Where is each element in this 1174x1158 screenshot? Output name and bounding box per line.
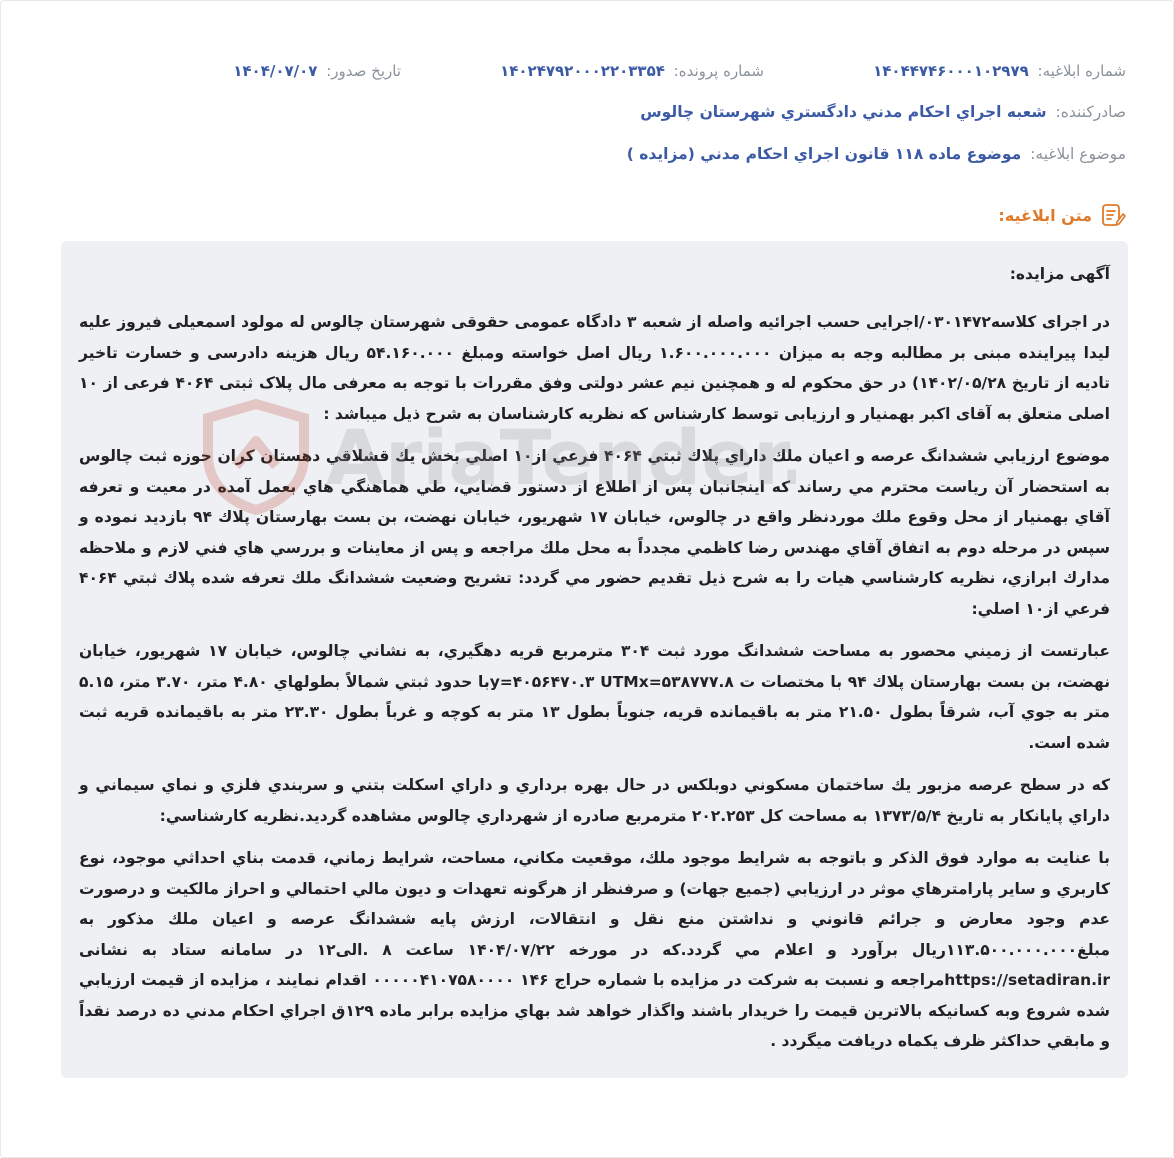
- case-number-label: شماره پرونده:: [673, 62, 764, 80]
- notice-paragraph: عبارتست از زميني محصور به مساحت ششدانگ مورد ثبت ۳۰۴ مترمربع قريه دهگيري، به نشاني چالوس، خيابان ۱۷ شهريور، خيابان نهضت، بن بست بهارستان پلاك ۹۴ با مختصات ت y=۴۰۵۶۴۷۰.۳ UTMx=۵۳۸۷۷۷.۸با حدود ثبتي شمالاً بطولهاي ۴.۸۰ متر، ۳.۷۰ متر، ۵.۱۵ متر به جوي آب، شرقاً بطول ۲۱.۵۰ متر به باقيمانده قريه، جنوباً بطول ۱۳ متر به كوچه و غرباً بطول ۲۳.۳۰ متر به باقيمانده قريه ثبت شده است.: [79, 642, 1111, 752]
- issue-date-field: [233, 59, 401, 83]
- notice-text-header: [998, 201, 1126, 229]
- notice-paragraph: كه در سطح عرصه مزبور يك ساختمان مسكوني دوبلكس در حال بهره برداري و داراي اسكلت بتني و سربندي فلزي و نماي سيماني و داراي پايانكار به تاريخ ۱۳۷۳/۵/۴ به مساحت كل ۲۰۲.۲۵۳ مترمربع صادره از شهرداري چالوس مشاهده گرديد.نظريه كارشناسي:: [79, 776, 1110, 825]
- notice-meta-row: [48, 59, 1126, 83]
- notice-body-heading: آگهی مزایده:: [1009, 265, 1110, 283]
- notice-body-box: [61, 241, 1128, 1078]
- watermark-text: AriaTender: [326, 413, 780, 502]
- notice-number-field: [873, 59, 1126, 83]
- issuer-value: شعبه اجراي احكام مدني دادگستري شهرستان چالوس: [640, 103, 1047, 121]
- issue-date-value: ۱۴۰۴/۰۷/۰۷: [233, 62, 318, 80]
- subject-line: [627, 142, 1126, 166]
- subject-label: موضوع ابلاغيه:: [1030, 145, 1126, 163]
- notice-text-title: متن ابلاغيه:: [998, 205, 1092, 225]
- issuer-label: صادرکننده:: [1055, 103, 1126, 121]
- notice-paragraph: با عنايت به موارد فوق الذكر و باتوجه به شرايط موجود ملك، موقعيت مكاني، مساحت، شرايط زماني، قدمت بناي احداثي موجود، نوع كاربري و ساير پارامترهاي موثر در ارزيابي (جميع جهات) و صرفنظر از هرگونه تعهدات و ديون مالي احتمالي و احراز مالكيت و درصورت عدم وجود معارض و جرائم قانوني و نداشتن منع نقل و انتقالات، ارزش پايه ششدانگ عرصه و اعيان ملك مذكور به مبلغ۱۱۳.۵۰۰.۰۰۰.۰۰۰ريال برآورد و اعلام مي گردد.كه در مورخه ۱۴۰۴/۰۷/۲۲ ساعت ۸ .الی۱۲ در سامانه ستاد به نشانی https://setadiran.irمراجعه و نسبت به شرکت در مزایده با شماره حراج ۱۴۶ ۰۰۰۰۰۴۱۰۷۵۸۰۰۰۰ اقدام نمایند ، مزایده از قیمت ارزیابي شده شروع وبه کسانیکه بالاترین قیمت را خریدار باشند واگذار خواهد شد بهاي مزايده برابر ماده ۱۲۹ق اجراي احكام مدني ده درصد نقداً و مابقي حداكثر ظرف يكماه دريافت ميگردد .: [79, 849, 1110, 1050]
- case-number-value: ۱۴۰۲۴۷۹۲۰۰۰۲۲۰۳۳۵۴: [500, 62, 665, 80]
- notice-number-label: شماره ابلاغيه:: [1037, 62, 1126, 80]
- notice-number-value: ۱۴۰۴۴۷۴۶۰۰۰۱۰۲۹۷۹: [873, 62, 1029, 80]
- notice-paragraph: موضوع ارزيابي ششدانگ عرصه و اعيان ملك داراي پلاك ثبتي ۴۰۶۴ فرعي از۱۰ اصلي بخش يك قشلاقي دهستان كران حوزه ثبت چالوس به استحضار آن رياست محترم مي رساند كه اينجانبان پس از اطلاع از دستور قضايي، طي هماهنگي هاي بعمل آمده در معيت و تعرفه آقاي بهمنيار از محل وقوع ملك موردنظر واقع در چالوس، خيابان ۱۷ شهريور، خيابان نهضت، بن بست بهارستان پلاك ۹۴ بازديد نموده و سپس در مرحله دوم به اتفاق آقاي مهندس رضا كاظمي مجدداً به محل ملك مراجعه و پس از معاينات و بررسي هاي فني لازم و ملاحظه مدارك ابرازي، نظريه كارشناسي هيات را به شرح ذيل تقديم حضور مي گردد: تشريح وضعيت ششدانگ ملك تعرفه شده پلاك ثبتي ۴۰۶۴ فرعي از۱۰ اصلي:: [79, 447, 1110, 618]
- document-edit-icon: [1100, 202, 1126, 228]
- issuer-line: [640, 100, 1126, 124]
- subject-value: موضوع ماده ۱۱۸ قانون اجراي احکام مدني (مزايده ): [626, 145, 1022, 163]
- notice-paragraph: در اجرای کلاسه۰۳۰۱۴۷۲/اجرایی حسب اجرائیه واصله از شعبه ۳ دادگاه عمومی حقوقی شهرستان چالوس له مولود اسمعیلی فیروز علیه لیدا پیراینده مبنی بر مطالبه وجه به میزان ۱.۶۰۰.۰۰۰.۰۰۰ ریال اصل خواسته ومبلغ ۵۴.۱۶۰.۰۰۰ ریال هزینه دادرسی و خسارت تاخیر تادیه از تاریخ ۱۴۰۲/۰۵/۲۸) در حق محکوم له و همچنین نیم عشر دولتی وفق مقررات با توجه به معرفی مال پلاک ثبتی ۴۰۶۴ فرعی از ۱۰ اصلی متعلق به آقای اکبر بهمنیار و ارزیابی توسط کارشناس که نظریه کارشناسان به شرح ذیل میباشد :: [79, 313, 1110, 423]
- case-number-field: [500, 59, 764, 83]
- issue-date-label: تاريخ صدور:: [326, 62, 401, 80]
